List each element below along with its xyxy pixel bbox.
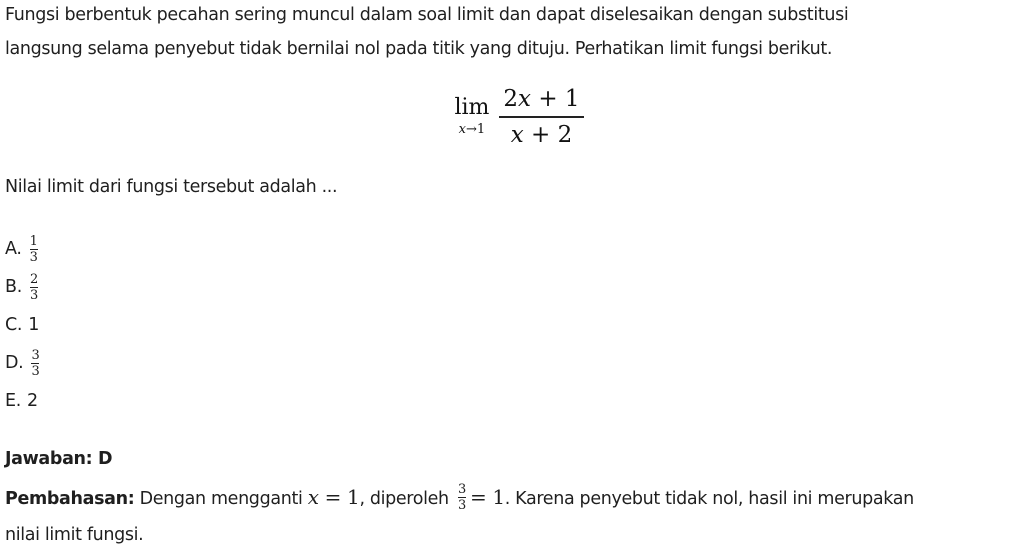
result-math: = 1	[469, 485, 505, 509]
intro-paragraph	[5, 0, 1020, 66]
option-d-fraction: 3 3	[31, 347, 40, 379]
intro-line-1: Fungsi berbentuk pecahan sering muncul dalam soal limit dan dapat diselesaikan dengan substitusi	[5, 5, 849, 25]
answer-options	[5, 230, 39, 420]
substitution-math: x = 1	[307, 485, 360, 509]
limit-fraction	[499, 85, 583, 149]
option-e: E. 2	[5, 391, 38, 411]
explanation-line-2: nilai limit fungsi.	[5, 525, 144, 545]
option-a-fraction: 1 3	[29, 233, 38, 265]
limit-subscript: x→1	[458, 122, 486, 137]
result-fraction: $\frac{3}{3}$	[458, 481, 466, 513]
intro-line-2: langsung selama penyebut tidak bernilai nol pada titik yang dituju. Perhatikan limit fungsi berikut.	[5, 39, 833, 59]
option-a: A. 1 3	[5, 233, 38, 265]
option-c: C. 1	[5, 315, 40, 335]
limit-operator: lim x→1	[454, 95, 490, 137]
numerator: 2x + 1	[503, 86, 580, 113]
option-c-value: 1	[28, 315, 40, 335]
option-d: D. 3 3	[5, 347, 40, 379]
limit-formula	[0, 82, 1024, 152]
option-e-value: 2	[27, 391, 38, 411]
denominator: x + 2	[510, 121, 573, 148]
answer-key: Jawaban: D	[5, 449, 113, 469]
option-b-fraction: 2 3	[29, 271, 38, 303]
explanation: Pembahasan: Dengan mengganti x = 1, diperoleh $\frac{3}{3}$ = 1. Karena penyebut tidak nol, hasil ini merupakan nilai limit fungsi.	[5, 481, 914, 545]
question-text: Nilai limit dari fungsi tersebut adalah ...	[5, 177, 338, 197]
explanation-label: Pembahasan:	[5, 489, 135, 509]
option-b: B. 2 3	[5, 271, 38, 303]
